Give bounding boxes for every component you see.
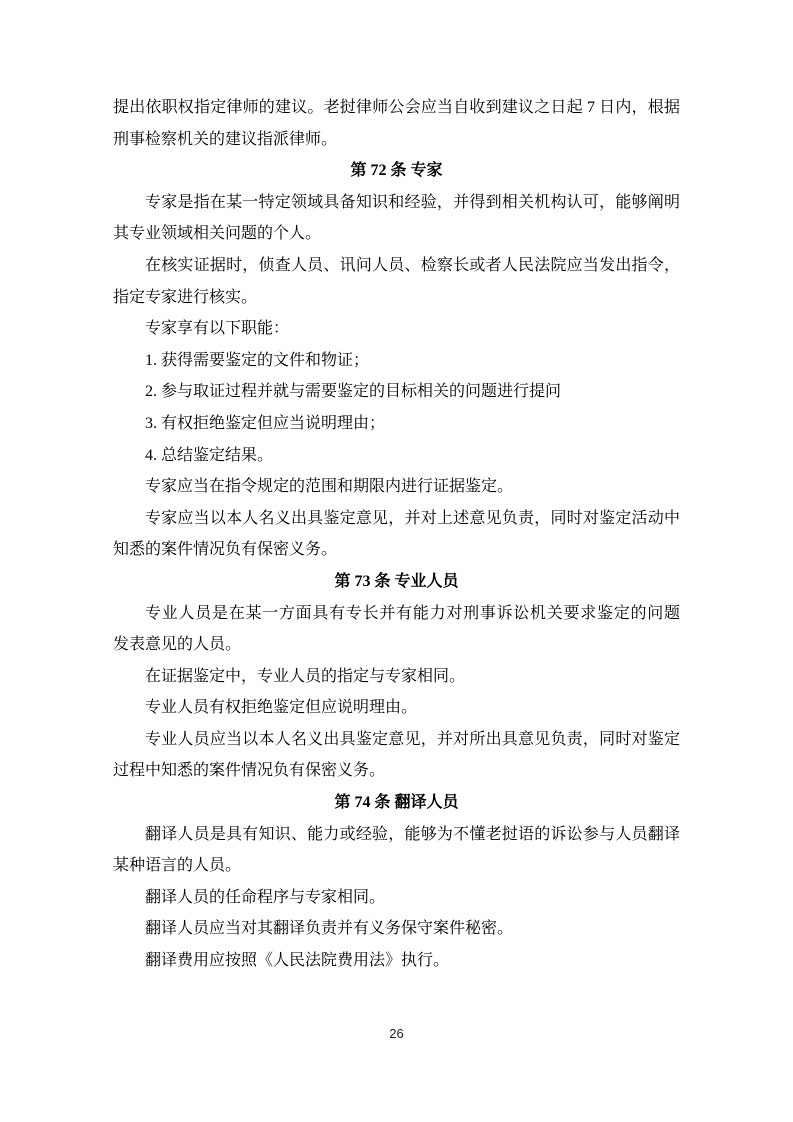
list-item: [113, 440, 680, 472]
paragraph: [113, 692, 680, 724]
text-line: 刑事检察机关的建议指派律师。: [113, 130, 338, 148]
text-line: 3. 有权拒绝鉴定但应当说明理由；: [145, 414, 386, 432]
paragraph: [113, 250, 680, 313]
text-line: 提出依职权指定律师的建议。老挝律师公会应当自收到建议之日起 7 日内，根据: [113, 99, 680, 116]
text-line: 专业人员是在某一方面具有专长并有能力对刑事诉讼机关要求鉴定的问题: [145, 604, 680, 622]
paragraph: [113, 819, 680, 882]
text-line: 在核实证据时，侦查人员、讯问人员、检察长或者人民法院应当发出指令，: [145, 256, 680, 274]
list-item: [113, 376, 680, 408]
paragraph: [113, 92, 680, 155]
page-number: 26: [389, 1026, 404, 1041]
text-line: 发表意见的人员。: [113, 636, 242, 654]
text-line: 专家享有以下职能：: [145, 320, 290, 338]
text-line: 过程中知悉的案件情况负有保密义务。: [113, 762, 386, 780]
text-line: 知悉的案件情况负有保密义务。: [113, 541, 338, 559]
paragraph: [113, 724, 680, 787]
list-item: [113, 345, 680, 377]
paragraph: [113, 913, 680, 945]
article-heading-74: 第 74 条 翻译人员: [334, 794, 459, 812]
article-heading-72: 第 72 条 专家: [350, 162, 443, 180]
text-line: 在证据鉴定中，专业人员的指定与专家相同。: [145, 667, 466, 685]
paragraph: [113, 661, 680, 693]
text-line: 1. 获得需要鉴定的文件和物证；: [145, 351, 370, 369]
text-line: 专家是指在某一特定领域具备知识和经验，并得到相关机构认可，能够阐明: [145, 193, 680, 211]
text-line: 专家应当在指令规定的范围和期限内进行证据鉴定。: [145, 478, 514, 496]
text-line: 专业人员应当以本人名义出具鉴定意见，并对所出具意见负责，同时对鉴定: [145, 730, 680, 748]
text-line: 4. 总结鉴定结果。: [145, 446, 274, 464]
text-line: 翻译人员的任命程序与专家相同。: [145, 888, 386, 906]
text-line: 指定专家进行核实。: [113, 288, 258, 306]
paragraph: [113, 471, 680, 503]
paragraph: [113, 598, 680, 661]
text-line: 翻译人员应当对其翻译负责并有义务保守案件秘密。: [145, 920, 514, 938]
text-line: 专业人员有权拒绝鉴定但应说明理由。: [145, 699, 418, 717]
text-line: 专家应当以本人名义出具鉴定意见，并对上述意见负责，同时对鉴定活动中: [145, 509, 680, 527]
text-line: 其专业领域相关问题的个人。: [113, 225, 322, 243]
paragraph: [113, 882, 680, 914]
text-line: 2. 参与取证过程并就与需要鉴定的目标相关的问题进行提问: [145, 383, 562, 401]
text-line: 某种语言的人员。: [113, 857, 242, 875]
paragraph: [113, 945, 680, 977]
text-line: 翻译费用应按照《人民法院费用法》执行。: [145, 952, 450, 970]
list-item: [113, 408, 680, 440]
document-content: [113, 92, 680, 977]
article-heading-73: 第 73 条 专业人员: [334, 572, 459, 590]
text-line: 翻译人员是具有知识、能力或经验，能够为不懂老挝语的诉讼参与人员翻译: [145, 825, 680, 843]
paragraph: [113, 187, 680, 250]
paragraph: [113, 313, 680, 345]
paragraph: [113, 503, 680, 566]
